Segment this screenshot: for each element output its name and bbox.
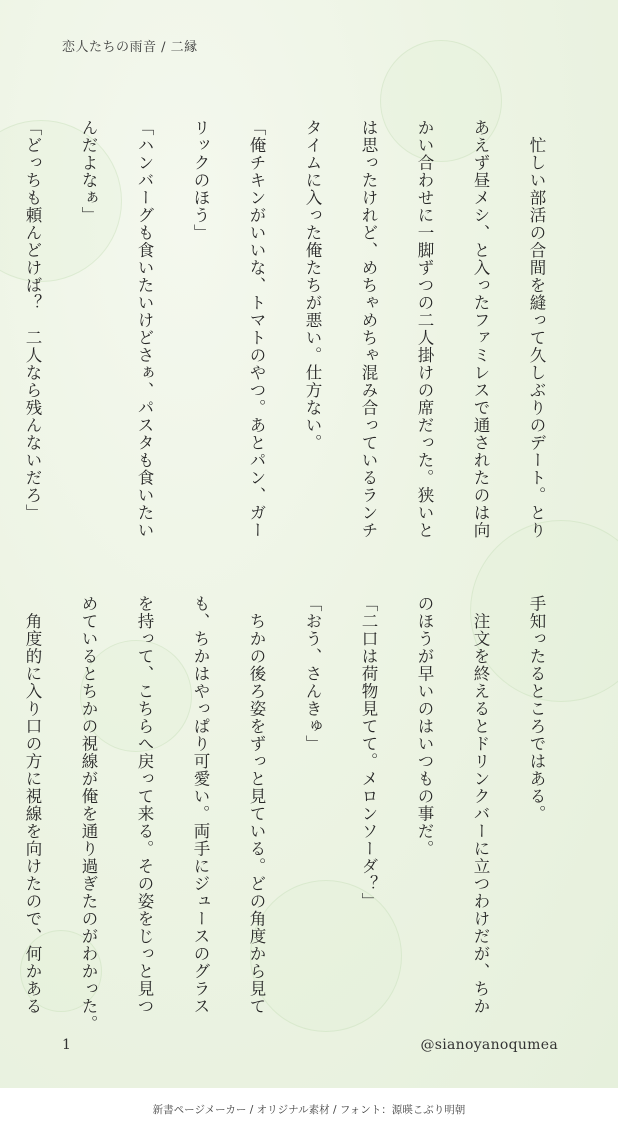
text-line: は思ったけれど、めちゃめちゃ混み合っているランチ [359,118,378,539]
text-line: も、ちかはやっぱり可愛い。両手にジュースのグラス [191,594,210,1015]
text-line: ちかの後ろ姿をずっと見ている。どの角度から見て [247,594,266,1015]
text-line: かい合わせに一脚ずつの二人掛けの席だった。狭いと [415,118,434,539]
text-line: 「おう、さんきゅ」 [303,594,322,753]
text-line: 忙しい部活の合間を縫って久しぶりのデート。とり [527,118,546,539]
text-block-top [0,94,578,539]
text-line: 「二口は荷物見てて。メロンソーダ？」 [359,594,378,910]
text-line: 注文を終えるとドリンクバーに立つわけだが、ちか [471,594,490,1015]
text-line: 角度的に入り口の方に視線を向けたので、何かある [23,594,42,1015]
text-line: 手知ったるところではある。 [527,594,546,823]
text-block-bottom [0,570,578,1033]
author-account: @sianoyanoqumea [420,1037,558,1053]
text-line: あえず昼メシ、と入ったファミレスで通されたのは向 [471,118,490,539]
text-line: タイムに入った俺たちが悪い。仕方ない。 [303,118,322,452]
credit-footer: 新書ページメーカー / オリジナル素材 / フォント：源暎こぶり明朝 [0,1088,618,1132]
text-line: めているとちかの視線が俺を通り過ぎたのがわかった。 [79,594,98,1033]
text-line: 「ハンバーグも食いたいけどさぁ、パスタも食いたい [135,118,154,539]
text-line: んだよなぁ」 [79,118,98,224]
page-title: 恋人たちの雨音 / 二縁 [62,40,198,55]
page-number: 1 [62,1037,71,1053]
text-line: リックのほう」 [191,118,210,242]
text-line: を持って、こちらへ戻って来る。その姿をじっと見つ [135,594,154,1015]
text-line: のほうが早いのはいつもの事だ。 [415,594,434,858]
text-line: 「どっちも頼んどけば？ 二人なら残んないだろ」 [23,118,42,522]
text-line: 「俺チキンがいいな、トマトのやつ。あとパン、ガー [247,118,266,539]
